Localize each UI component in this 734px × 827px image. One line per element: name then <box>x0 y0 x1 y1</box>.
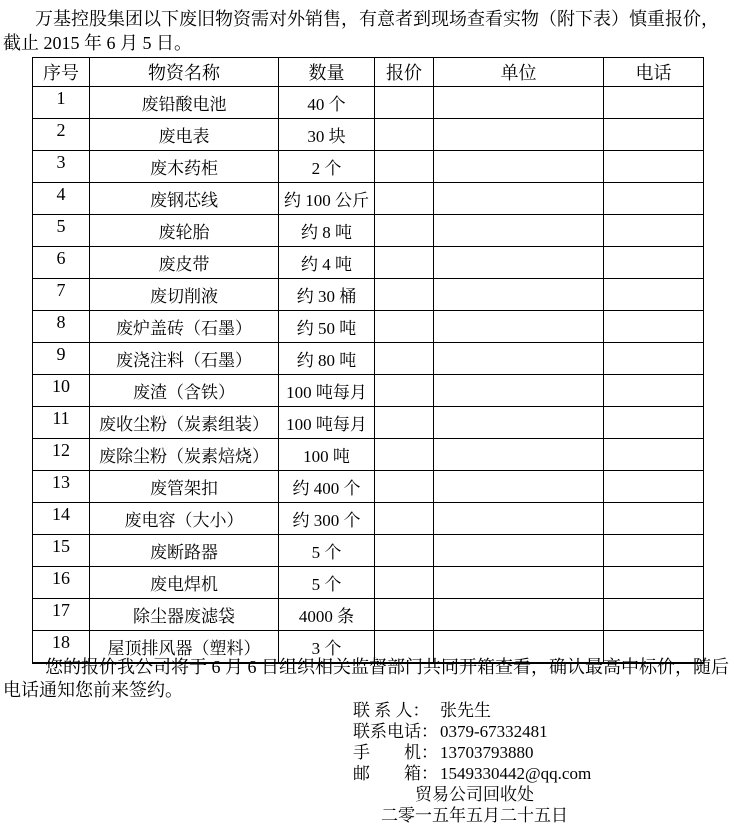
cell-name: 废轮胎 <box>90 215 279 247</box>
cell-unit <box>434 279 604 311</box>
table-row <box>33 471 704 503</box>
cell-quantity: 约 80 吨 <box>279 343 375 375</box>
cell-quantity: 40 个 <box>279 87 375 119</box>
cell-name: 废木药柜 <box>90 151 279 183</box>
cell-quantity: 约 300 个 <box>279 503 375 535</box>
table-row <box>33 247 704 279</box>
cell-index: 2 <box>33 119 90 151</box>
contact-telephone-value: 0379-67332481 <box>440 722 548 741</box>
cell-index: 17 <box>33 599 90 631</box>
closing-paragraph <box>3 656 732 702</box>
col-header-index: 序号 <box>33 58 90 87</box>
cell-name: 废管架扣 <box>90 471 279 503</box>
col-header-phone: 电话 <box>604 58 704 87</box>
closing-line-1: 您的报价我公司将于 6 月 6 日组织相关监督部门共同开箱查看，确认最高中标价，随后 <box>45 657 729 677</box>
col-header-price: 报价 <box>375 58 434 87</box>
cell-quantity: 5 个 <box>279 535 375 567</box>
cell-quantity: 5 个 <box>279 567 375 599</box>
cell-phone <box>604 151 704 183</box>
cell-phone <box>604 87 704 119</box>
cell-unit <box>434 247 604 279</box>
cell-price <box>375 87 434 119</box>
cell-unit <box>434 183 604 215</box>
contact-telephone-label: 联系电话： <box>353 722 438 741</box>
cell-unit <box>434 535 604 567</box>
cell-phone <box>604 599 704 631</box>
cell-unit <box>434 311 604 343</box>
table-row <box>33 343 704 375</box>
cell-phone <box>604 471 704 503</box>
cell-index: 5 <box>33 215 90 247</box>
cell-quantity: 约 30 桶 <box>279 279 375 311</box>
table-row <box>33 119 704 151</box>
cell-phone <box>604 439 704 471</box>
cell-price <box>375 503 434 535</box>
table-row <box>33 151 704 183</box>
cell-phone <box>604 503 704 535</box>
contact-mobile-value: 13703793880 <box>440 743 534 762</box>
cell-price <box>375 535 434 567</box>
cell-index: 12 <box>33 439 90 471</box>
cell-index: 7 <box>33 279 90 311</box>
cell-index: 18 <box>33 631 90 664</box>
cell-phone <box>604 183 704 215</box>
table-row <box>33 407 704 439</box>
cell-quantity: 约 50 吨 <box>279 311 375 343</box>
cell-price <box>375 183 434 215</box>
cell-unit <box>434 599 604 631</box>
cell-name: 废除尘粉（炭素焙烧） <box>90 439 279 471</box>
cell-name: 废浇注料（石墨） <box>90 343 279 375</box>
col-header-name: 物资名称 <box>90 58 279 87</box>
contact-person-value: 张先生 <box>440 701 491 720</box>
materials-table <box>32 57 704 664</box>
cell-name: 废切削液 <box>90 279 279 311</box>
cell-index: 4 <box>33 183 90 215</box>
cell-quantity: 4000 条 <box>279 599 375 631</box>
cell-unit <box>434 119 604 151</box>
cell-index: 6 <box>33 247 90 279</box>
document-date: 二零一五年五月二十五日 <box>381 806 568 825</box>
cell-price <box>375 407 434 439</box>
col-header-quantity: 数量 <box>279 58 375 87</box>
cell-name: 废电焊机 <box>90 567 279 599</box>
cell-quantity: 2 个 <box>279 151 375 183</box>
cell-phone <box>604 247 704 279</box>
cell-index: 9 <box>33 343 90 375</box>
cell-unit <box>434 503 604 535</box>
cell-price <box>375 471 434 503</box>
cell-index: 10 <box>33 375 90 407</box>
cell-name: 屋顶排风器（塑料） <box>90 631 279 664</box>
table-row <box>33 87 704 119</box>
cell-name: 废铅酸电池 <box>90 87 279 119</box>
closing-line-2: 电话通知您前来签约。 <box>3 680 183 700</box>
cell-price <box>375 119 434 151</box>
cell-phone <box>604 375 704 407</box>
col-header-unit: 单位 <box>434 58 604 87</box>
cell-index: 15 <box>33 535 90 567</box>
cell-index: 8 <box>33 311 90 343</box>
contact-mobile-line <box>353 742 596 763</box>
cell-phone <box>604 567 704 599</box>
table-row <box>33 599 704 631</box>
intro-line-1: 万基控股集团以下废旧物资需对外销售，有意者到现场查看实物（附下表）慎重报价， <box>35 9 719 29</box>
cell-price <box>375 247 434 279</box>
cell-unit <box>434 375 604 407</box>
contact-person-label: 联 系 人： <box>353 701 430 720</box>
cell-quantity: 约 4 吨 <box>279 247 375 279</box>
cell-index: 1 <box>33 87 90 119</box>
cell-index: 16 <box>33 567 90 599</box>
cell-name: 废电表 <box>90 119 279 151</box>
contact-email-value: 1549330442@qq.com <box>440 764 592 783</box>
table-row <box>33 279 704 311</box>
cell-name: 废皮带 <box>90 247 279 279</box>
cell-phone <box>604 535 704 567</box>
cell-phone <box>604 119 704 151</box>
table-row <box>33 375 704 407</box>
contact-email-line <box>353 763 596 784</box>
cell-name: 废钢芯线 <box>90 183 279 215</box>
cell-quantity: 30 块 <box>279 119 375 151</box>
cell-index: 13 <box>33 471 90 503</box>
cell-phone <box>604 343 704 375</box>
cell-quantity: 约 8 吨 <box>279 215 375 247</box>
cell-price <box>375 599 434 631</box>
intro-line-2: 截止 2015 年 6 月 5 日。 <box>3 33 192 53</box>
cell-phone <box>604 311 704 343</box>
cell-quantity: 100 吨每月 <box>279 375 375 407</box>
cell-quantity: 100 吨每月 <box>279 407 375 439</box>
cell-unit <box>434 407 604 439</box>
table-header-row <box>33 58 704 87</box>
contact-block <box>353 700 596 826</box>
cell-index: 11 <box>33 407 90 439</box>
contact-person-line <box>353 700 596 721</box>
cell-quantity: 约 100 公斤 <box>279 183 375 215</box>
cell-price <box>375 311 434 343</box>
cell-index: 3 <box>33 151 90 183</box>
table-row <box>33 567 704 599</box>
cell-name: 废电容（大小） <box>90 503 279 535</box>
cell-price <box>375 279 434 311</box>
cell-phone <box>604 215 704 247</box>
cell-quantity: 3 个 <box>279 631 375 664</box>
cell-phone <box>604 279 704 311</box>
contact-email-label: 邮 箱： <box>353 764 438 783</box>
table-row <box>33 311 704 343</box>
cell-unit <box>434 343 604 375</box>
contact-mobile-label: 手 机： <box>353 743 438 762</box>
cell-name: 废渣（含铁） <box>90 375 279 407</box>
table-row <box>33 183 704 215</box>
cell-price <box>375 215 434 247</box>
contact-telephone-line <box>353 721 596 742</box>
table-row <box>33 439 704 471</box>
intro-paragraph <box>3 7 732 55</box>
department-signature: 贸易公司回收处 <box>415 785 534 804</box>
table-row <box>33 535 704 567</box>
cell-unit <box>434 151 604 183</box>
cell-name: 废收尘粉（炭素组装） <box>90 407 279 439</box>
cell-price <box>375 151 434 183</box>
cell-unit <box>434 439 604 471</box>
cell-quantity: 约 400 个 <box>279 471 375 503</box>
cell-price <box>375 343 434 375</box>
cell-unit <box>434 87 604 119</box>
cell-name: 废断路器 <box>90 535 279 567</box>
cell-unit <box>434 215 604 247</box>
cell-price <box>375 439 434 471</box>
cell-price <box>375 567 434 599</box>
cell-phone <box>604 407 704 439</box>
cell-index: 14 <box>33 503 90 535</box>
cell-name: 除尘器废滤袋 <box>90 599 279 631</box>
cell-unit <box>434 567 604 599</box>
table-row <box>33 215 704 247</box>
cell-price <box>375 375 434 407</box>
cell-quantity: 100 吨 <box>279 439 375 471</box>
cell-name: 废炉盖砖（石墨） <box>90 311 279 343</box>
cell-unit <box>434 471 604 503</box>
table-row <box>33 503 704 535</box>
